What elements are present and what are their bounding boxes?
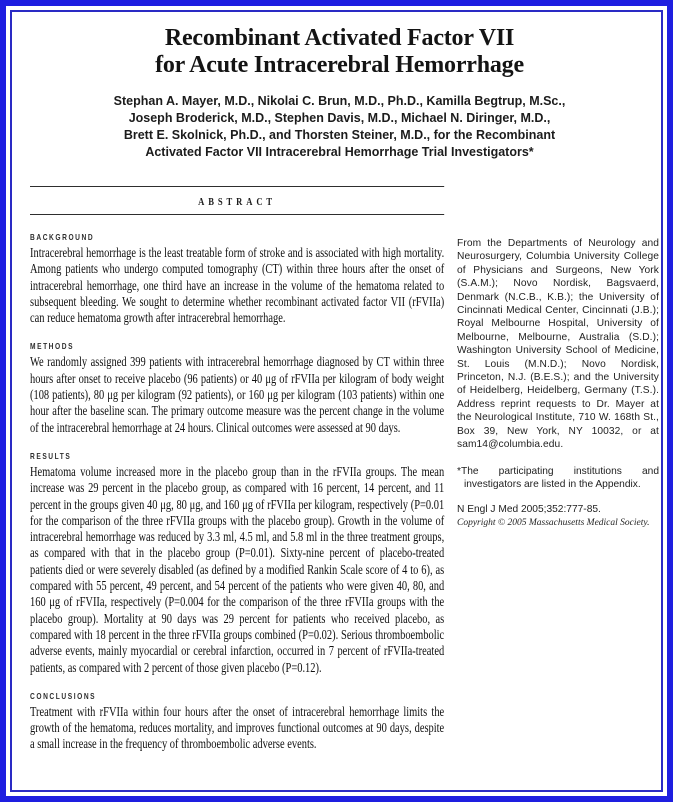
author-line: Stephan A. Mayer, M.D., Nikolai C. Brun, M.D., Ph.D., Kamilla Begtrup, M.Sc., — [113, 94, 566, 108]
title-line-1: Recombinant Activated Factor VII — [164, 25, 515, 51]
sidebar — [457, 186, 659, 753]
section-conclusions-text: Treatment with rFVIIa within four hours after the onset of intracerebral hemorrhage limits the growth of the hematoma, reduces mortality, and improves functional outcomes at 90 days, despite a small increase in the frequency of thromboembolic adverse events. — [30, 703, 445, 752]
title-line-2: for Acute Intracerebral Hemorrhage — [155, 52, 524, 78]
author-line: Brett E. Skolnick, Ph.D., and Thorsten Steiner, M.D., for the Recombinant — [123, 128, 556, 142]
section-background-text: Intracerebral hemorrhage is the least treatable form of stroke and is associated with high mortality. Among patients who undergo computed tomography (CT) within three hours after the onset of intracerebral hemorrhage, one third have an increase in the volume of the hematoma related to subsequent bleeding. We sought to determine whether recombinant activated factor VII (rFVIIa) can reduce hematoma growth after intracerebral hemorrhage. — [30, 245, 445, 326]
sidebar-affiliations: From the Departments of Neurology and Neurosurgery, Columbia University College of Physicians and Surgeons, New York (S.A.M.); Novo Nordisk, Bagsvaerd, Denmark (N.C.B., K.B.); the University of Cincinnati Medical Center, Cincinnati (J.B.); Royal Melbourne Hospital, University of Melbourne, Melbourne, Australia (S.D.); Washington University School of Medicine, St. Louis (M.N.D.); Novo Nordisk, Princeton, N.J. (B.E.S.); and the University of Heidelberg, Heidelberg, Germany (T.S.). Address reprint requests to Dr. Mayer at the Neurological Institute, 710 W. 168th St., Box 39, New York, NY 10032, or at sam14@columbia.edu. — [457, 238, 659, 451]
abstract-divider — [30, 186, 444, 215]
section-methods-text: We randomly assigned 399 patients with intracerebral hemorrhage diagnosed by CT within three hours after onset to receive placebo (96 patients) or 40 μg of rFVIIa per kilogram of body weight (108 patients), 80 μg per kilogram (92 patients), or 160 μg per kilogram (103 patients) within one hour after the baseline scan. The primary outcome measure was the percent change in the volume of the intracerebral hemorrhage at 24 hours. Clinical outcomes were assessed at 90 days. — [30, 354, 445, 435]
sidebar-citation: N Engl J Med 2005;352:777-85. — [457, 504, 601, 516]
section-results-text: Hematoma volume increased more in the placebo group than in the rFVIIa groups. The mean increase was 29 percent in the placebo group, as compared with 16 percent, 14 percent, and 11 percent in the groups given 40 μg, 80 μg, and 160 μg of rFVIIa per kilogram, respectively (P=0.01 for the comparison of the three rFVIIa groups with the placebo group). Growth in the volume of intracerebral hemorrhage was reduced by 3.3 ml, 4.5 ml, and 5.8 ml in the three treatment groups, as compared with that in the placebo group (P=0.01). Sixty-nine percent of placebo-treated patients died or were severely disabled (as defined by a modified Rankin Scale score of 4 to 6), as compared with 55 percent, 49 percent, and 54 percent of the patients who were given 40, 80, and 160 μg of rFVIIa, respectively (P=0.004 for the comparison of the three rFVIIa groups with the placebo group). Mortality at 90 days was 29 percent for patients who received placebo, as compared with 18 percent in the three rFVIIa groups combined (P=0.02). Serious thromboembolic adverse events, mainly myocardial or cerebral infarction, occurred in 7 percent of rFVIIa-treated patients, as compared with 2 percent of those given placebo (P=0.12). — [30, 463, 445, 675]
sidebar-footnote: *The participating institutions and investigators are listed in the Appendix. — [457, 465, 659, 490]
abstract-column — [30, 186, 444, 753]
section-results-heading: RESULTS — [30, 450, 72, 461]
sidebar-copyright: Copyright © 2005 Massachusetts Medical Society. — [457, 518, 650, 529]
section-conclusions-heading: CONCLUSIONS — [30, 690, 97, 701]
main-content — [30, 186, 659, 753]
inner-frame — [10, 10, 663, 792]
author-line: Joseph Broderick, M.D., Stephen Davis, M.D., Michael N. Diringer, M.D., — [128, 111, 551, 125]
author-line: Activated Factor VII Intracerebral Hemorrhage Trial Investigators* — [145, 145, 534, 159]
author-block — [30, 93, 649, 161]
section-methods-heading: METHODS — [30, 341, 75, 352]
abstract-label: ABSTRACT — [198, 196, 277, 208]
section-background-heading: BACKGROUND — [30, 232, 95, 242]
article-title — [30, 25, 649, 79]
